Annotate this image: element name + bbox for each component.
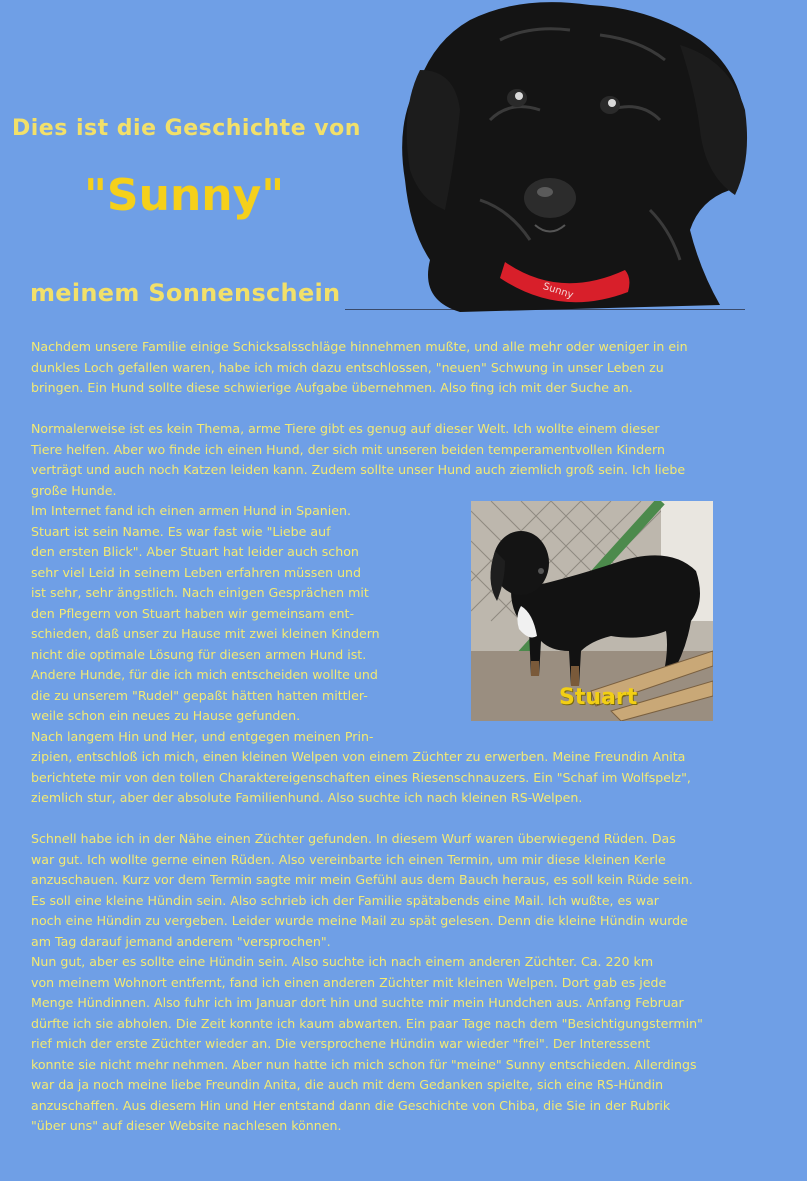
story-line: große Hunde. bbox=[31, 482, 117, 498]
title-dog-name: "Sunny" bbox=[84, 170, 285, 221]
story-line: berichtete mir von den tollen Charaktereigenschaften eines Riesenschnauzers. Ein "Schaf im Wolfspelz", bbox=[31, 769, 691, 785]
story-line: schieden, daß unser zu Hause mit zwei kleinen Kindern bbox=[31, 626, 380, 641]
story-line: war gut. Ich wollte gerne einen Rüden. Also vereinbarte ich einen Termin, um mir diese kleinen Kerle bbox=[31, 851, 666, 867]
story-line: ziemlich stur, aber der absolute Familienhund. Also suchte ich nach kleinen RS-Welpen. bbox=[31, 790, 583, 805]
story-line: noch eine Hündin zu vergeben. Leider wurde meine Mail zu spät gelesen. Denn die kleine Hündin wurde bbox=[31, 913, 688, 928]
story-line: anzuschauen. Kurz vor dem Termin sagte mir mein Gefühl aus dem Bauch heraus, es soll kein Rüde sein. bbox=[31, 872, 693, 887]
sunny-puppy-image bbox=[400, 0, 752, 312]
story-line: sehr viel Leid in seinem Leben erfahren müssen und bbox=[31, 564, 362, 580]
story-line: bringen. Ein Hund sollte diese schwierige Aufgabe übernehmen. Also fing ich mit der Suche an. bbox=[31, 380, 633, 395]
story-line: "über uns" auf dieser Website nachlesen können. bbox=[31, 1118, 342, 1133]
story-line: weile schon ein neues zu Hause gefunden. bbox=[31, 708, 301, 723]
story-line: am Tag darauf jemand anderem "versprochen". bbox=[31, 933, 331, 949]
stuart-photo bbox=[471, 501, 713, 721]
story-line: Schnell habe ich in der Nähe einen Züchter gefunden. In diesem Wurf waren überwiegend Rüden. Das bbox=[31, 831, 676, 846]
story-line: dunkles Loch gefallen waren, habe ich mich dazu entschlossen, "neuen" Schwung in unser Leben zu bbox=[31, 359, 664, 375]
story-line: konnte sie nicht mehr nehmen. Aber nun hatte ich mich schon für "meine" Sunny entschieden. Allerdings bbox=[31, 1056, 697, 1072]
story-line: nicht die optimale Lösung für diesen armen Hund ist. bbox=[31, 646, 367, 662]
collar-label: Sunny bbox=[541, 281, 575, 302]
story-line: von meinem Wohnort entfernt, fand ich einen anderen Züchter mit kleinen Welpen. Dort gab es jede bbox=[31, 974, 667, 990]
story-line: Im Internet fand ich einen armen Hund in Spanien. bbox=[31, 503, 352, 518]
story-line: anzuschaffen. Aus diesem Hin und Her entstand dann die Geschichte von Chiba, die Sie in der Rubrik bbox=[31, 1097, 671, 1113]
story-line: war da ja noch meine liebe Freundin Anita, die auch mit dem Gedanken spielte, sich eine RS-Hündin bbox=[31, 1077, 664, 1092]
story-line: Tiere helfen. Aber wo finde ich einen Hund, der sich mit unseren beiden temperamentvollen Kindern bbox=[31, 441, 665, 457]
story-line: dürfte ich sie abholen. Die Zeit konnte ich kaum abwarten. Ein paar Tage nach dem "Besichtigungstermin" bbox=[31, 1015, 703, 1031]
title-line-1: Dies ist die Geschichte von bbox=[12, 116, 361, 141]
stuart-caption: Stuart bbox=[559, 685, 638, 710]
story-line: verträgt und auch noch Katzen leiden kann. Zudem sollte unser Hund auch ziemlich groß sein. Ich liebe bbox=[31, 462, 686, 477]
story-line: rief mich der erste Züchter wieder an. Die versprochene Hündin war wieder "frei". Der Interessent bbox=[31, 1036, 651, 1051]
story-line: Stuart ist sein Name. Es war fast wie "Liebe auf bbox=[31, 523, 331, 539]
story-line: den ersten Blick". Aber Stuart hat leider auch schon bbox=[31, 544, 359, 559]
story-line: Normalerweise ist es kein Thema, arme Tiere gibt es genug auf dieser Welt. Ich wollte einem dieser bbox=[31, 421, 660, 436]
story-line: Nun gut, aber es sollte eine Hündin sein. Also suchte ich nach einem anderen Züchter. Ca. 220 km bbox=[31, 954, 654, 969]
story-line: den Pflegern von Stuart haben wir gemeinsam ent- bbox=[31, 605, 354, 621]
story-line: Nachdem unsere Familie einige Schicksalsschläge hinnehmen mußte, und alle mehr oder weniger in ein bbox=[31, 339, 688, 354]
story-line: Menge Hündinnen. Also fuhr ich im Januar dort hin und suchte mir mein Hundchen aus. Anfang Februar bbox=[31, 995, 684, 1010]
title-line-3: meinem Sonnenschein bbox=[30, 279, 341, 307]
story-line: ist sehr, sehr ängstlich. Nach einigen Gesprächen mit bbox=[31, 585, 369, 600]
story-line: Andere Hunde, für die ich mich entscheiden wollte und bbox=[31, 667, 378, 682]
story-line: die zu unserem "Rudel" gepaßt hätten hatten mittler- bbox=[31, 687, 368, 703]
story-line: Nach langem Hin und Her, und entgegen meinen Prin- bbox=[31, 728, 374, 744]
story-text bbox=[31, 337, 781, 1137]
blank-line bbox=[31, 399, 781, 420]
story-line: Es soll eine kleine Hündin sein. Also schrieb ich der Familie spätabends eine Mail. Ich wußte, es war bbox=[31, 892, 659, 908]
story-line: zipien, entschloß ich mich, einen kleinen Welpen von einem Züchter zu erwerben. Meine Freundin Anita bbox=[31, 749, 686, 764]
blank-line bbox=[31, 809, 781, 830]
